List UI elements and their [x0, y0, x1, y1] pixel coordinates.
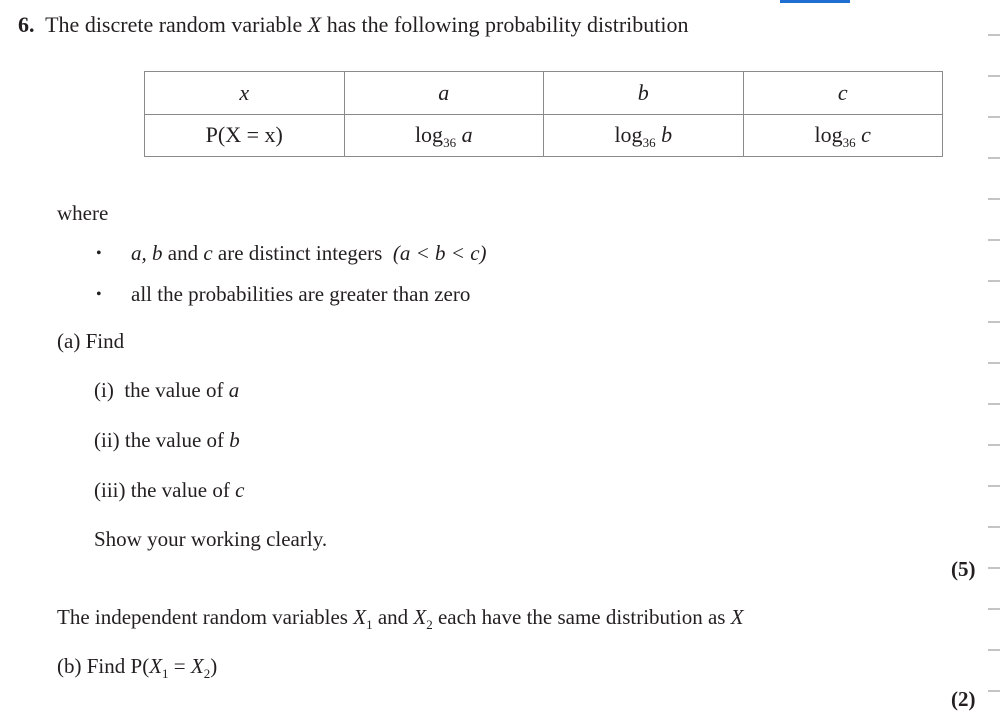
margin-dash: [988, 321, 1000, 323]
log-arg-c: c: [861, 122, 871, 148]
item-var: b: [229, 428, 240, 452]
margin-dash: [988, 526, 1000, 528]
question-number: 6.: [18, 12, 35, 37]
bullet-and: and: [167, 241, 199, 265]
independent-text-1: The independent random variables: [57, 605, 348, 629]
part-b-label: (b): [57, 654, 82, 678]
bullet-vars: a, b: [131, 241, 163, 265]
question-intro: The discrete random variable: [45, 12, 303, 37]
working-instruction: Show your working clearly.: [94, 527, 328, 551]
part-a-item-ii: [94, 427, 240, 453]
table-cell-c: c: [743, 72, 943, 115]
var-x: X: [413, 605, 427, 629]
independent-text-2: each have the same distribution as: [437, 605, 726, 629]
margin-dash: [988, 403, 1000, 405]
table-cell-a: a: [344, 72, 544, 115]
table-row-values: [145, 72, 943, 115]
bullet-text: are distinct integers: [217, 241, 383, 265]
item-label: (i): [94, 378, 114, 402]
item-text: the value of: [124, 428, 225, 452]
table-row-probabilities: [145, 114, 943, 157]
table-header-probability: P(X = x): [145, 114, 345, 157]
item-var: c: [235, 478, 245, 502]
subscript-2: 2: [426, 617, 433, 632]
part-a-text: Find: [85, 329, 125, 353]
prob-close: ): [210, 654, 218, 678]
margin-dash: [988, 280, 1000, 282]
part-b-marks: (2): [951, 687, 976, 711]
var-x: X: [149, 654, 163, 678]
subscript-2: 2: [203, 666, 211, 681]
part-b-text: Find: [86, 654, 126, 678]
prob-open: P(: [130, 654, 150, 678]
margin-dash: [988, 157, 1000, 159]
bullet-positive-probabilities: all the probabilities are greater than zero: [131, 282, 471, 306]
var-x: X: [353, 605, 367, 629]
log-word: log: [814, 122, 843, 148]
part-a-item-iii: [94, 477, 244, 503]
bullet-dot: •: [96, 286, 102, 303]
log-arg-a: a: [461, 122, 473, 148]
item-text: the value of: [124, 378, 224, 402]
bullet-distinct-integers: [131, 240, 487, 266]
part-a-marks: (5): [951, 557, 976, 581]
question-intro-var: X: [307, 12, 322, 37]
margin-dash: [988, 485, 1000, 487]
log-base: 36: [642, 135, 656, 151]
margin-dash: [988, 116, 1000, 118]
question-heading: [18, 12, 688, 38]
independent-statement: [57, 604, 744, 630]
table-cell-log-a: [344, 114, 544, 157]
top-accent-bar: [780, 0, 850, 3]
item-label: (iii): [94, 478, 126, 502]
log-word: log: [614, 122, 643, 148]
table-cell-log-b: [544, 114, 744, 157]
margin-dash: [988, 608, 1000, 610]
bullet-condition: (a < b < c): [392, 241, 487, 265]
var-x: X: [730, 605, 744, 629]
margin-dash: [988, 239, 1000, 241]
margin-dash: [988, 34, 1000, 36]
margin-dash: [988, 444, 1000, 446]
part-b-expression: [130, 654, 218, 681]
question-intro-rest: has the following probability distribution: [326, 12, 689, 37]
subscript-1: 1: [162, 666, 169, 681]
probability-distribution-table: [144, 71, 943, 157]
where-label: where: [57, 201, 109, 225]
equals-sign: =: [168, 654, 191, 678]
margin-dash: [988, 690, 1000, 692]
log-base: 36: [842, 135, 856, 151]
margin-dash: [988, 649, 1000, 651]
log-arg-b: b: [661, 122, 673, 148]
item-var: a: [228, 378, 240, 402]
margin-dash: [988, 567, 1000, 569]
part-a-item-i: [94, 377, 239, 403]
var-x: X: [190, 654, 204, 678]
bullet-dot: •: [96, 245, 102, 262]
item-text: the value of: [130, 478, 230, 502]
table-header-x: x: [145, 72, 345, 115]
margin-dash: [988, 75, 1000, 77]
independent-and: and: [377, 605, 409, 629]
subscript-1: 1: [366, 617, 373, 632]
bullet-var-c: c: [203, 241, 213, 265]
part-a-label: (a): [57, 329, 81, 353]
table-cell-b: b: [544, 72, 744, 115]
item-label: (ii): [94, 428, 120, 452]
margin-dash: [988, 362, 1000, 364]
table-cell-log-c: [743, 114, 943, 157]
log-word: log: [414, 122, 444, 148]
part-b-heading: [57, 653, 217, 679]
log-base: 36: [443, 135, 457, 151]
part-a-heading: [57, 328, 124, 354]
margin-dash: [988, 198, 1000, 200]
